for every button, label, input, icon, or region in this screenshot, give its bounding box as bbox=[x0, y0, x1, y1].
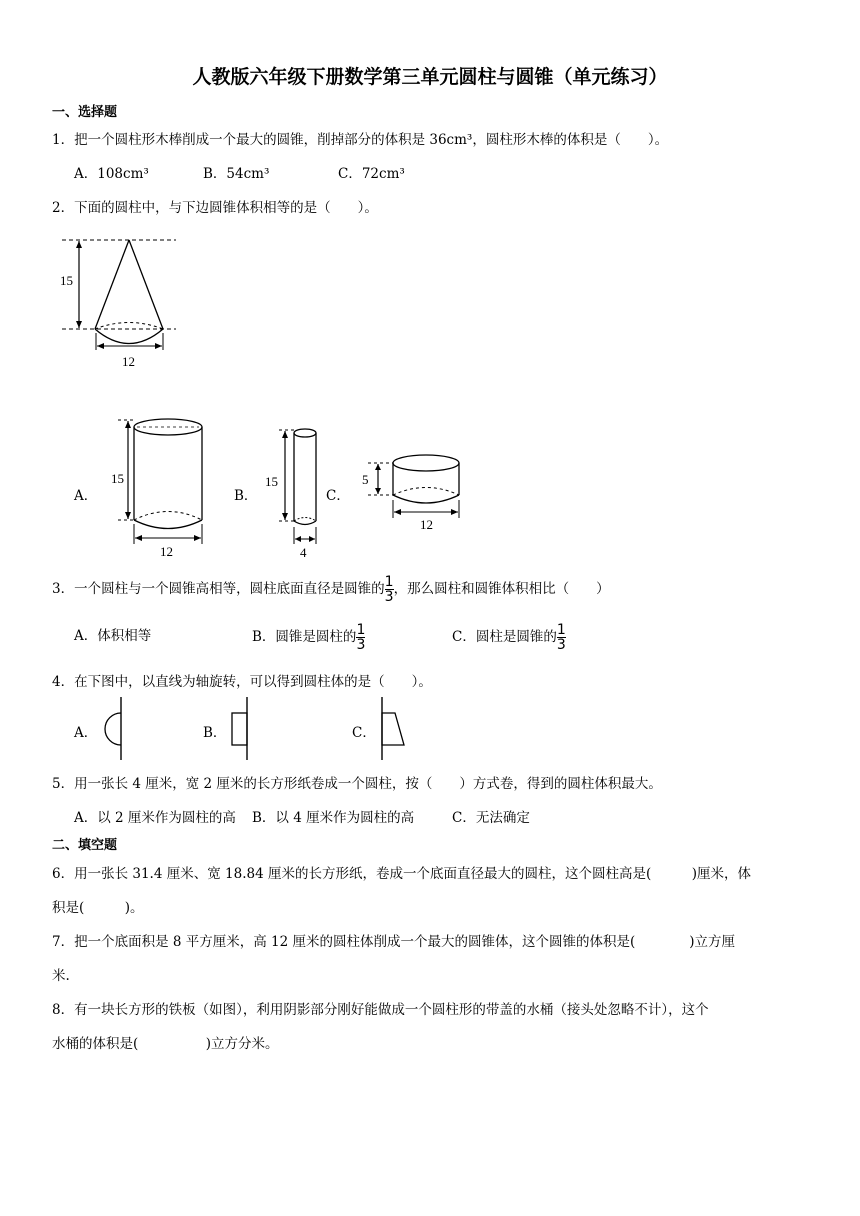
cylinder-c bbox=[368, 455, 459, 518]
question-6-line1: 6．用一张长 31.4 厘米、宽 18.84 厘米的长方形纸，卷成一个底面直径最大的圆柱，这个圆柱高是( )厘米，体 bbox=[52, 866, 751, 882]
q4-option-a: A． bbox=[74, 725, 98, 741]
q4-figure-a bbox=[105, 697, 121, 760]
question-8-line1: 8．有一块长方形的铁板（如图），利用阴影部分刚好能做成一个圆柱形的带盖的水桶（接头处忽略不计），这个 bbox=[52, 1002, 709, 1018]
q4-option-b: B． bbox=[203, 725, 227, 741]
question-1: 1．把一个圆柱形木棒削成一个最大的圆锥，削掉部分的体积是 36cm³，圆柱形木棒的体积是（ ）。 bbox=[52, 132, 669, 148]
cone-diameter-label: 12 bbox=[122, 354, 135, 369]
q2-option-c: C． bbox=[326, 488, 350, 504]
q4-option-c: C． bbox=[352, 725, 376, 741]
question-7-line1: 7．把一个底面积是 8 平方厘米，高 12 厘米的圆柱体削成一个最大的圆锥体，这个圆锥的体积是( )立方厘 bbox=[52, 934, 736, 950]
cyl-c-height-label: 5 bbox=[362, 472, 369, 487]
q3-option-c: C．圆柱是圆锥的 $\frac{1}{3}$ bbox=[452, 622, 566, 653]
question-5: 5．用一张长 4 厘米，宽 2 厘米的长方形纸卷成一个圆柱，按（ ）方式卷，得到的圆柱体积最大。 bbox=[52, 776, 662, 792]
q1-option-a: A．108cm³ bbox=[74, 166, 149, 182]
question-2: 2．下面的圆柱中，与下边圆锥体积相等的是（ ）。 bbox=[52, 200, 378, 216]
page-title: 人教版六年级下册数学第三单元圆柱与圆锥（单元练习） bbox=[192, 66, 668, 88]
cone-height-label: 15 bbox=[60, 273, 73, 288]
cyl-c-diameter-label: 12 bbox=[420, 517, 433, 532]
q5-option-a: A．以 2 厘米作为圆柱的高 bbox=[74, 810, 236, 826]
section-choice: 一、选择题 bbox=[52, 105, 118, 120]
section-fill: 二、填空题 bbox=[52, 838, 118, 853]
q2-option-a: A． bbox=[74, 488, 98, 504]
q2-option-b: B． bbox=[234, 488, 258, 504]
q5-option-c: C．无法确定 bbox=[452, 810, 530, 826]
q3-fraction: $\frac{1}{3}$ bbox=[384, 574, 394, 605]
q4-figure-b bbox=[232, 697, 247, 760]
q1-option-c: C．72cm³ bbox=[338, 166, 405, 182]
cylinder-b bbox=[279, 429, 316, 544]
q5-option-b: B．以 4 厘米作为圆柱的高 bbox=[252, 810, 415, 826]
question-3 bbox=[52, 576, 610, 603]
q3-option-b: B．圆锥是圆柱的 $\frac{1}{3}$ bbox=[252, 622, 366, 653]
question-4: 4．在下图中，以直线为轴旋转，可以得到圆柱体的是（ ）。 bbox=[52, 674, 432, 690]
q3-option-c-fraction: $\frac{1}{3}$ bbox=[556, 622, 566, 653]
q3-option-b-fraction: $\frac{1}{3}$ bbox=[356, 622, 366, 653]
cyl-a-diameter-label: 12 bbox=[160, 544, 173, 559]
cyl-a-height-label: 15 bbox=[111, 471, 124, 486]
q3-option-a: A．体积相等 bbox=[74, 628, 152, 644]
q3-text: 3．一个圆柱与一个圆锥高相等，圆柱底面直径是圆锥的 bbox=[52, 581, 385, 597]
question-7-line2: 米. bbox=[52, 968, 70, 984]
cylinder-a bbox=[118, 419, 202, 544]
cyl-b-height-label: 15 bbox=[265, 474, 278, 489]
cyl-b-diameter-label: 4 bbox=[300, 545, 307, 560]
q3-text-end: ，那么圆柱和圆锥体积相比（ ） bbox=[393, 581, 610, 597]
q4-figure-c bbox=[382, 697, 404, 760]
question-6-line2: 积是( )。 bbox=[52, 900, 144, 916]
q1-option-b: B．54cm³ bbox=[203, 166, 270, 182]
question-8-line2: 水桶的体积是( )立方分米。 bbox=[52, 1036, 279, 1052]
